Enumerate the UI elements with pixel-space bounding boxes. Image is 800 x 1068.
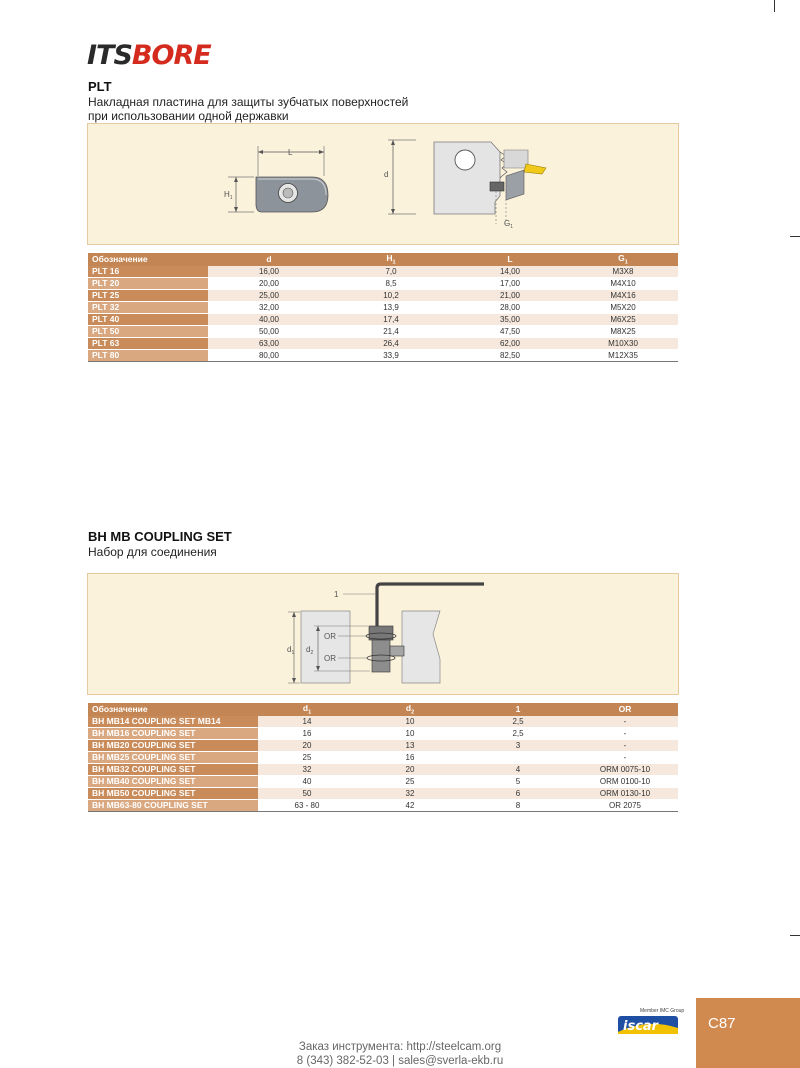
table-cell: 10	[356, 727, 464, 739]
table-cell: -	[572, 739, 678, 751]
plt-title: PLT	[88, 79, 112, 94]
table-cell: 4	[464, 763, 572, 775]
page-number-box	[696, 998, 800, 1068]
label-L: L	[288, 148, 293, 157]
coupling-subtitle: Набор для соединения	[88, 545, 217, 559]
table-row	[88, 277, 678, 289]
col-header-sub: 1	[624, 259, 628, 266]
table-cell: ORM 0100-10	[572, 775, 678, 787]
table-cell-designation: BH MB32 COUPLING SET	[88, 763, 258, 775]
table-cell-designation: PLT 16	[88, 266, 208, 278]
plt-col-header	[330, 253, 452, 266]
order-footer	[250, 1040, 550, 1068]
coupling-diagram-panel	[87, 573, 679, 695]
table-cell: 47,50	[452, 325, 568, 337]
coupling-diagram	[88, 574, 678, 694]
table-row	[88, 716, 678, 728]
table-cell: M4X10	[568, 277, 678, 289]
label-G1: $G_1$	[504, 219, 514, 230]
table-cell: 62,00	[452, 337, 568, 349]
table-row	[88, 266, 678, 278]
col-header-main: d	[405, 703, 412, 713]
plt-col-header	[568, 253, 678, 266]
table-cell-designation: PLT 32	[88, 301, 208, 313]
table-cell: 2,5	[464, 727, 572, 739]
table-cell: -	[572, 727, 678, 739]
holder-hole	[455, 150, 475, 170]
table-cell: 25	[356, 775, 464, 787]
crop-mark-right-lower	[790, 935, 800, 936]
footer-link-line: Заказ инструмента: http://steelcam.org	[298, 1041, 502, 1053]
plt-diagram-panel	[87, 123, 679, 245]
table-row	[88, 337, 678, 349]
table-cell: 40	[258, 775, 356, 787]
col-header-sub: 1	[308, 709, 312, 716]
table-cell-designation: BH MB40 COUPLING SET	[88, 775, 258, 787]
iscar-member-text: Member IMC Group	[640, 1008, 685, 1014]
col-header-main: 1	[515, 704, 521, 715]
table-cell: 16	[356, 751, 464, 763]
table-cell	[464, 751, 572, 763]
table-cell: 8	[464, 799, 572, 811]
iscar-wordmark: iscar	[623, 1019, 659, 1034]
page-number: C87	[708, 1015, 736, 1032]
plt-subtitle-1: Накладная пластина для защиты зубчатых поверхностей	[88, 95, 409, 109]
table-cell: 17,4	[330, 313, 452, 325]
table-cell: M8X25	[568, 325, 678, 337]
table-cell-designation: BH MB50 COUPLING SET	[88, 787, 258, 799]
col-header-main: d	[266, 254, 272, 265]
table-cell: 82,50	[452, 349, 568, 361]
col-header-sub: 2	[411, 709, 415, 716]
coupling-col-header	[356, 703, 464, 716]
table-cell: 32	[258, 763, 356, 775]
col-header-main: G	[618, 253, 625, 263]
table-cell-designation: PLT 50	[88, 325, 208, 337]
table-cell: 35,00	[452, 313, 568, 325]
col-header-main: d	[302, 703, 309, 713]
table-cell-designation: BH MB25 COUPLING SET	[88, 751, 258, 763]
table-cell: 42	[356, 799, 464, 811]
col-header-main: OR	[618, 704, 632, 715]
coupling-col-header	[258, 703, 356, 716]
table-row	[88, 739, 678, 751]
table-cell: 14,00	[452, 266, 568, 278]
table-cell-designation: BH MB63-80 COUPLING SET	[88, 799, 258, 811]
table-row	[88, 313, 678, 325]
coupling-table	[88, 703, 678, 812]
coupling-col-header	[572, 703, 678, 716]
col-header-main: L	[507, 254, 513, 265]
table-cell: 40,00	[208, 313, 330, 325]
table-row	[88, 289, 678, 301]
plt-table	[88, 253, 678, 362]
label-d: d	[384, 170, 389, 179]
logo-part-bore: BORE	[131, 40, 211, 71]
table-cell: M6X25	[568, 313, 678, 325]
table-cell: 26,4	[330, 337, 452, 349]
table-cell: 10	[356, 716, 464, 728]
itsbore-logo	[87, 40, 211, 71]
table-cell: 28,00	[452, 301, 568, 313]
table-row	[88, 301, 678, 313]
table-cell: 16	[258, 727, 356, 739]
label-or-top: OR	[324, 632, 336, 641]
table-cell: 33,9	[330, 349, 452, 361]
table-row	[88, 325, 678, 337]
table-row	[88, 349, 678, 361]
table-cell: 17,00	[452, 277, 568, 289]
table-cell-designation: PLT 40	[88, 313, 208, 325]
plt-col-header	[452, 253, 568, 266]
table-cell: 63,00	[208, 337, 330, 349]
col-header-main: Обозначение	[92, 704, 148, 715]
plt-col-header	[208, 253, 330, 266]
coupling-title: BH MB COUPLING SET	[88, 529, 232, 544]
table-cell-designation: PLT 25	[88, 289, 208, 301]
table-row	[88, 775, 678, 787]
table-cell: M10X30	[568, 337, 678, 349]
table-cell: 32	[356, 787, 464, 799]
table-cell: 2,5	[464, 716, 572, 728]
table-cell: 10,2	[330, 289, 452, 301]
table-row	[88, 799, 678, 811]
label-d2: $d_2$	[306, 645, 314, 656]
table-cell: OR 2075	[572, 799, 678, 811]
coupling-col-header	[464, 703, 572, 716]
table-cell: M5X20	[568, 301, 678, 313]
col-header-main: H	[386, 253, 393, 263]
table-cell: -	[572, 716, 678, 728]
coupling-right-body	[402, 611, 440, 683]
table-cell: 25	[258, 751, 356, 763]
plate-screw	[490, 182, 504, 191]
table-cell-designation: BH MB16 COUPLING SET	[88, 727, 258, 739]
table-cell-designation: BH MB14 COUPLING SET MB14	[88, 716, 258, 728]
table-row	[88, 763, 678, 775]
cutting-insert	[524, 164, 546, 174]
table-cell: 13,9	[330, 301, 452, 313]
table-cell: M4X16	[568, 289, 678, 301]
table-cell: 3	[464, 739, 572, 751]
table-cell: -	[572, 751, 678, 763]
label-or-bottom: OR	[324, 654, 336, 663]
crop-mark-top-right	[774, 0, 775, 12]
table-cell: 50	[258, 787, 356, 799]
table-cell-designation: PLT 80	[88, 349, 208, 361]
table-cell: 5	[464, 775, 572, 787]
col-header-sub: 1	[392, 259, 396, 266]
table-row	[88, 751, 678, 763]
table-row	[88, 727, 678, 739]
table-cell: 20,00	[208, 277, 330, 289]
table-row	[88, 787, 678, 799]
table-cell: M12X35	[568, 349, 678, 361]
table-cell: 25,00	[208, 289, 330, 301]
table-cell: 14	[258, 716, 356, 728]
table-cell: ORM 0075-10	[572, 763, 678, 775]
logo-part-its: ITS	[87, 40, 132, 71]
table-cell: 13	[356, 739, 464, 751]
table-cell: 8,5	[330, 277, 452, 289]
table-cell: 21,4	[330, 325, 452, 337]
table-cell: ORM 0130-10	[572, 787, 678, 799]
plt-subtitle-2: при использовании одной державки	[88, 109, 289, 123]
table-cell: 16,00	[208, 266, 330, 278]
plt-col-header	[88, 253, 208, 266]
table-cell-designation: PLT 20	[88, 277, 208, 289]
footer-contact-line: 8 (343) 382-52-03 | sales@sverla-ekb.ru	[296, 1055, 504, 1067]
table-cell: M3X8	[568, 266, 678, 278]
table-cell: 63 - 80	[258, 799, 356, 811]
table-cell: 7,0	[330, 266, 452, 278]
col-header-main: Обозначение	[92, 254, 148, 265]
table-cell-designation: BH MB20 COUPLING SET	[88, 739, 258, 751]
table-cell: 21,00	[452, 289, 568, 301]
table-cell: 20	[258, 739, 356, 751]
table-cell: 80,00	[208, 349, 330, 361]
table-cell-designation: PLT 63	[88, 337, 208, 349]
table-cell: 32,00	[208, 301, 330, 313]
table-cell: 6	[464, 787, 572, 799]
plt-diagram	[88, 124, 678, 244]
label-H1: $H_1$	[224, 190, 233, 201]
table-cell: 50,00	[208, 325, 330, 337]
table-cell: 20	[356, 763, 464, 775]
label-one: 1	[334, 590, 339, 599]
coupling-col-header	[88, 703, 258, 716]
label-d1: $d_1$	[287, 645, 295, 656]
crop-mark-right	[790, 236, 800, 237]
